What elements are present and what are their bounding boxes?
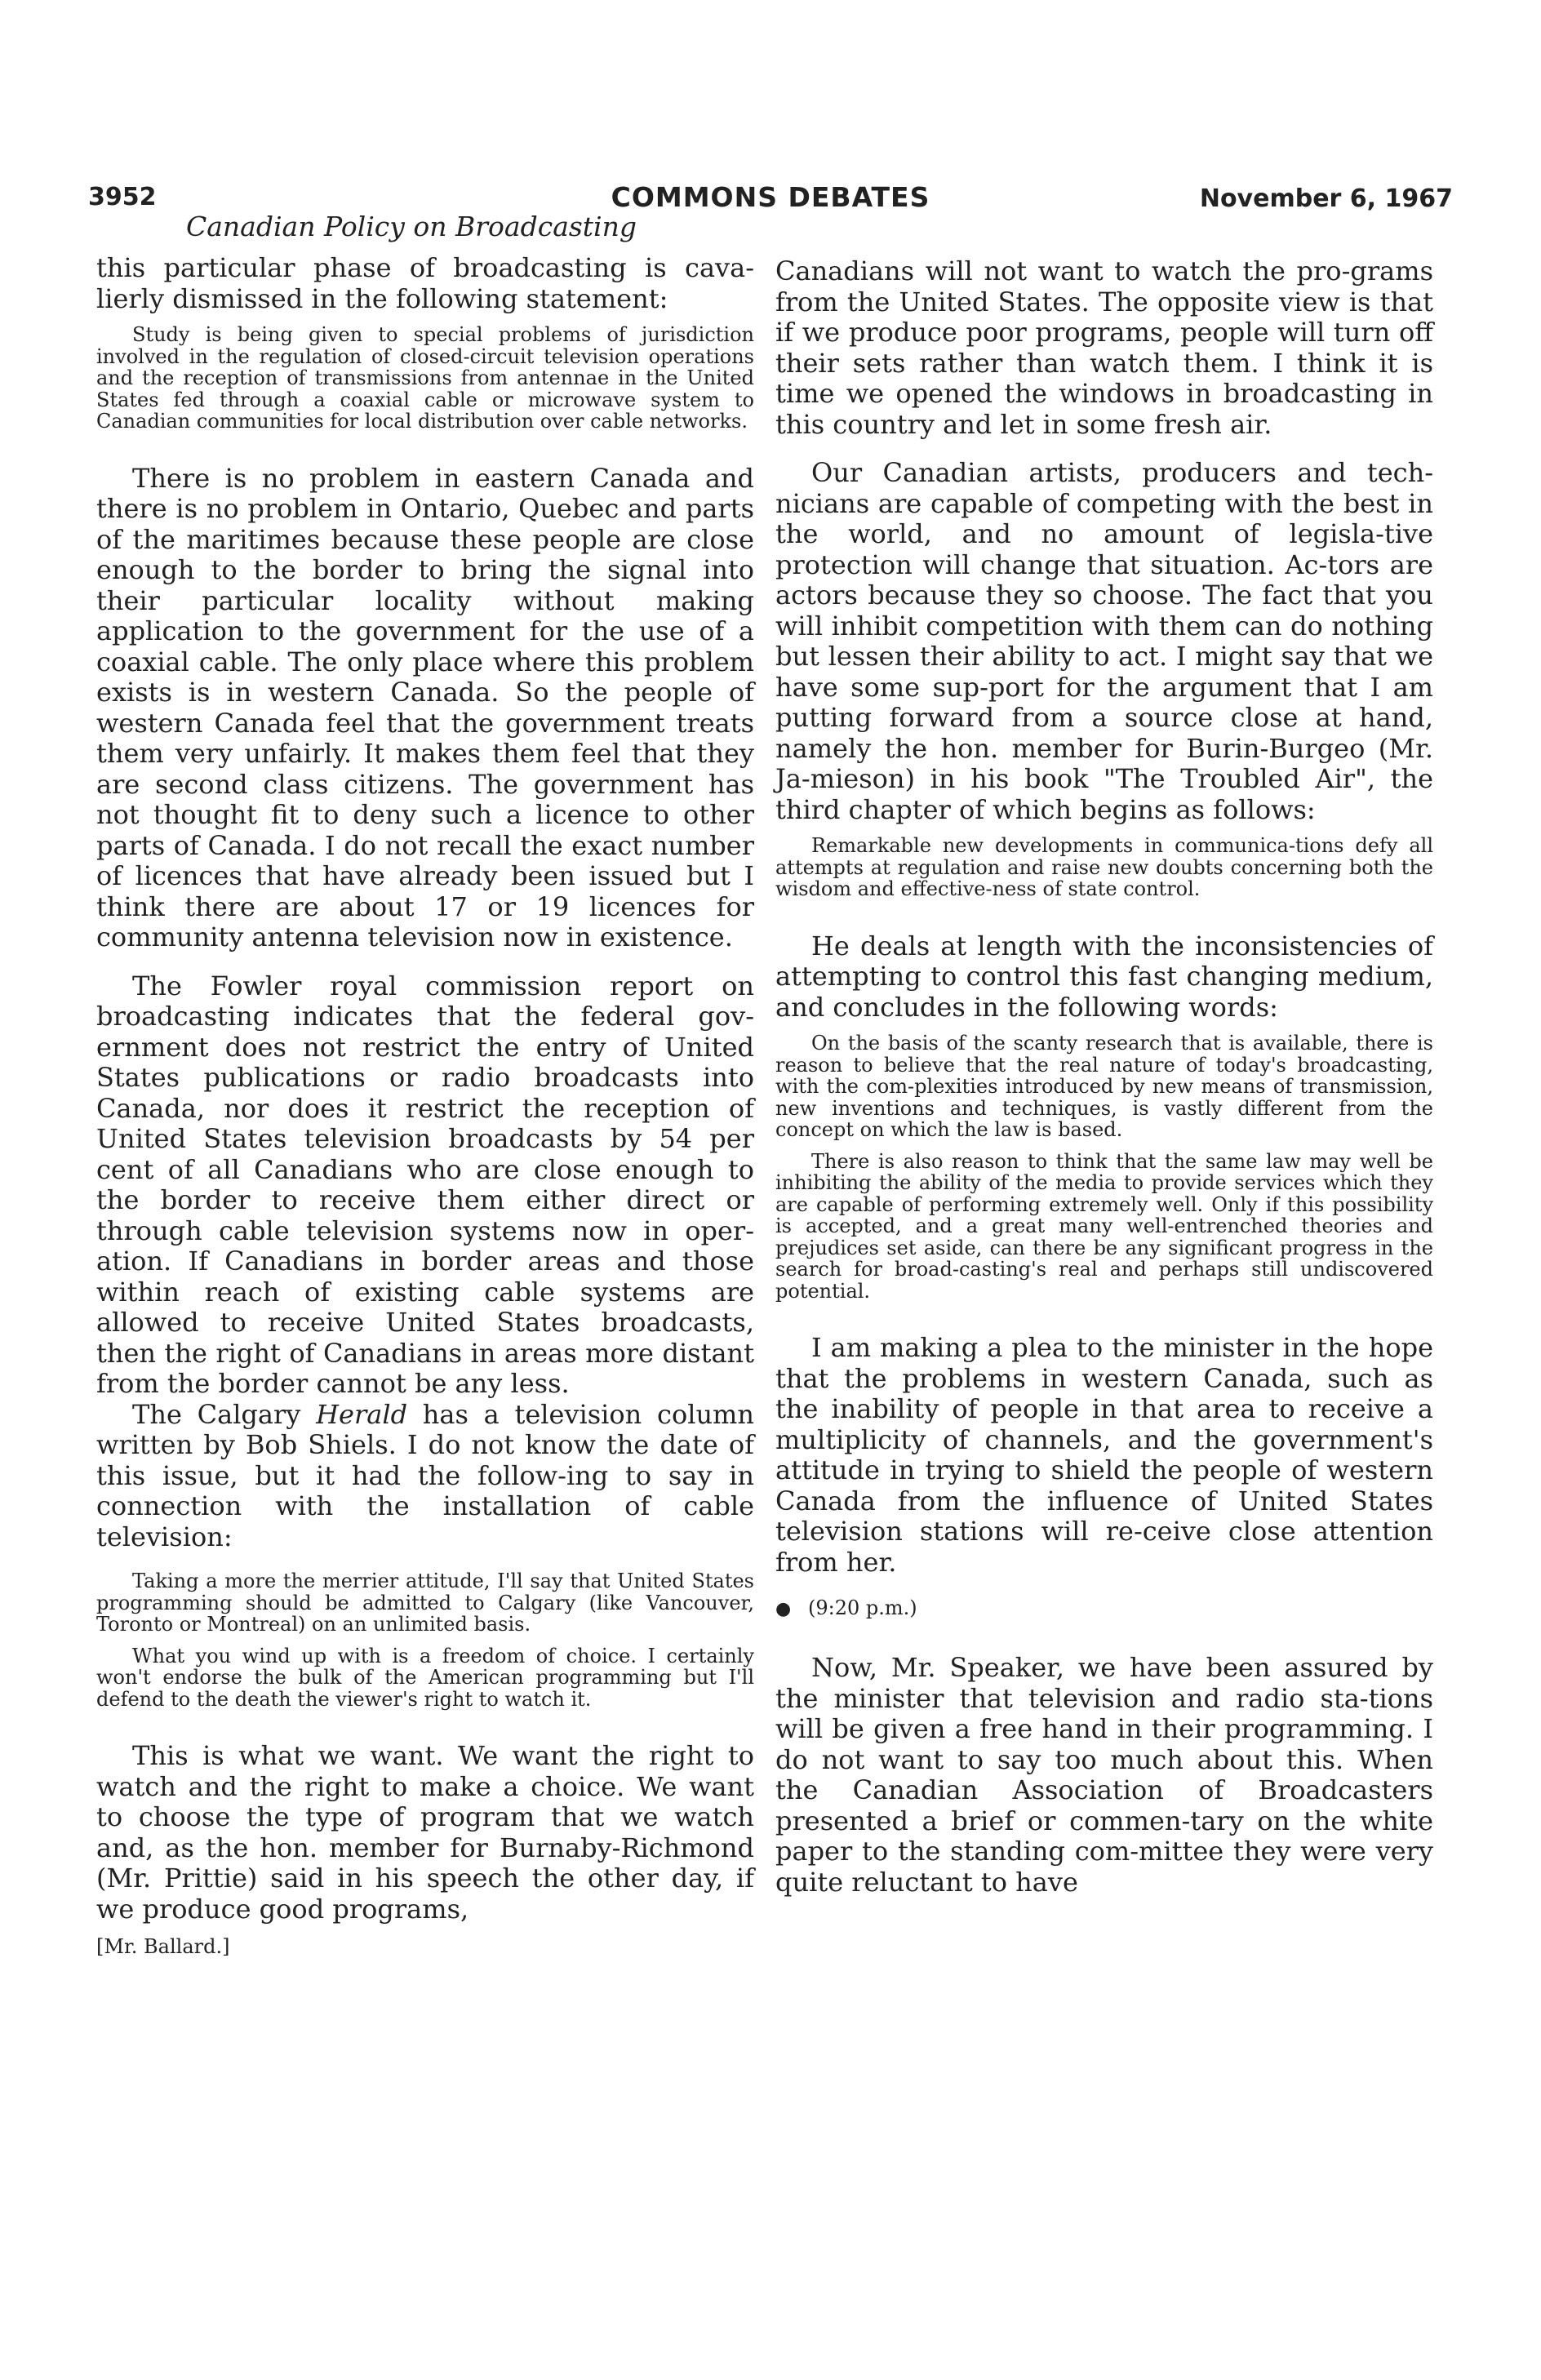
bullet-icon: ● (775, 1599, 792, 1619)
paragraph-text: has a television column written by Bob Shiels. I do not know the date of this issue, but it had the follow-ing to say in connection with the installation of cable television: (96, 1398, 754, 1552)
paragraph: He deals at length with the inconsistencies of attempting to control this fast changing medium, and concludes in the following words: (775, 930, 1433, 1023)
paragraph-text: The Calgary (132, 1398, 317, 1430)
paragraph: Canadians will not want to watch the pro-grams from the United States. The opposite view is that if we produce poor programs, people will turn off their sets rather than watch them. I think it is time we opened the windows in broadcasting in this country and let in some fresh air. (775, 255, 1433, 440)
paragraph: There is no problem in eastern Canada and there is no problem in Ontario, Quebec and parts of the maritimes because these people are close enough to the border to bring the signal into their particular locality without making application to the government for the use of a coaxial cable. The only place where this problem exists is in western Canada. So the people of western Canada feel that the government treats them very unfairly. It makes them feel that they are second class citizens. The government has not thought fit to deny such a licence to other parts of Canada. I do not recall the exact number of licences that have already been issued but I think there are about 17 or 19 licences for community antenna television now in existence. (96, 462, 754, 952)
block-quote: Study is being given to special problems of jurisdiction involved in the regulation of closed-circuit television operations and the reception of transmissions from antennae in the United States fed through a coaxial cable or microwave system to Canadian communities for local distribution over cable networks. (96, 323, 754, 433)
block-quote: Taking a more the merrier attitude, I'll say that United States programming should be admitted to Calgary (like Vancouver, Toronto or Montreal) on an unlimited basis. (96, 1570, 754, 1636)
speaker-attribution: [Mr. Ballard.] (96, 1935, 230, 1958)
block-quote: Remarkable new developments in communica-tions defy all attempts at regulation and raise new doubts concerning both the wisdom and effective-ness of state control. (775, 834, 1433, 900)
time-marker (775, 1596, 1433, 1622)
section-title: Canadian Policy on Broadcasting (186, 211, 637, 242)
paragraph: this particular phase of broadcasting is cava-lierly dismissed in the following statement: (96, 252, 754, 314)
paragraph: I am making a plea to the minister in the hope that the problems in western Canada, such as the inability of people in that area to receive a multiplicity of channels, and the government's attitude in trying to shield the people of western Canada from the influence of United States television stations will re-ceive close attention from her. (775, 1332, 1433, 1578)
paragraph: Now, Mr. Speaker, we have been assured by the minister that television and radio sta-tions will be given a free hand in their programming. I do not want to say too much about this. When the Canadian Association of Broadcasters presented a brief or commen-tary on the white paper to the standing com-mittee they were very quite reluctant to have (775, 1652, 1433, 1898)
newspaper-name: Herald (316, 1398, 408, 1430)
paragraph: The Fowler royal commission report on broadcasting indicates that the federal gov-ernment does not restrict the entry of United States publications or radio broadcasts into Canada, nor does it restrict the reception of United States television broadcasts by 54 per cent of all Canadians who are close enough to the border to receive them either direct or through cable television systems now in oper-ation. If Canadians in border areas and those within reach of existing cable systems are allowed to receive United States broadcasts, then the right of Canadians in areas more distant from the border cannot be any less. (96, 970, 754, 1399)
block-quote: On the basis of the scanty research that is available, there is reason to believe that the real nature of today's broadcasting, with the com-plexities introduced by new means of transmission, new inventions and techniques, is vastly different from the concept on which the law is based. (775, 1032, 1433, 1141)
page-date: November 6, 1967 (1199, 184, 1453, 213)
timestamp: (9:20 p.m.) (808, 1596, 917, 1619)
paragraph (96, 1400, 754, 1553)
block-quote: What you wind up with is a freedom of choice. I certainly won't endorse the bulk of the American programming but I'll defend to the death the viewer's right to watch it. (96, 1644, 754, 1711)
paragraph: This is what we want. We want the right to watch and the right to make a choice. We want to choose the type of program that we watch and, as the hon. member for Burnaby-Richmond (Mr. Prittie) said in his speech the other day, if we produce good programs, (96, 1740, 754, 1925)
block-quote: There is also reason to think that the same law may well be inhibiting the ability of the media to provide services which they are capable of performing extremely well. Only if this possibility is accepted, and a great many well-entrenched theories and prejudices set aside, can there be any significant progress in the search for broad-casting's real and perhaps still undiscovered potential. (775, 1149, 1433, 1303)
page-number: 3952 (88, 183, 157, 211)
paragraph: Our Canadian artists, producers and tech-nicians are capable of competing with the best in the world, and no amount of legisla-tive protection will change that situation. Ac-tors are actors because they so choose. The fact that you will inhibit competition with them can do nothing but lessen their ability to act. I might say that we have some sup-port for the argument that I am putting forward from a source close at hand, namely the hon. member for Burin-Burgeo (Mr. Ja-mieson) in his book "The Troubled Air", the third chapter of which begins as follows: (775, 457, 1433, 825)
right-column (775, 256, 1433, 1898)
publication-title: COMMONS DEBATES (611, 181, 930, 213)
left-column (96, 253, 754, 1959)
